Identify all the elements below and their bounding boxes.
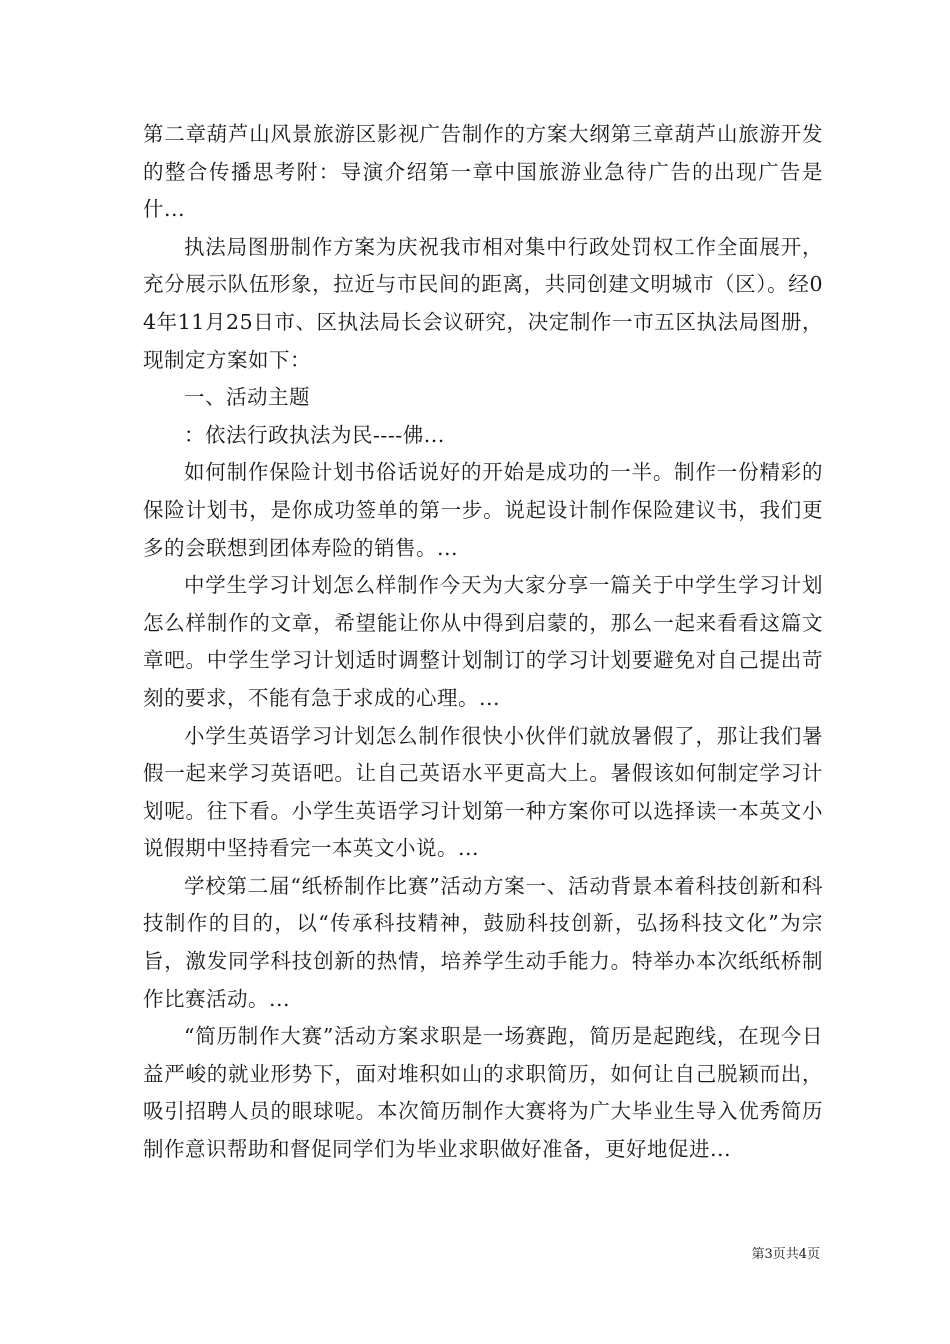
paragraph-law-enforcement-album: 执法局图册制作方案为庆祝我市相对集中行政处罚权工作全面展开，充分展示队伍形象，拉近与市民间的距离，共同创建文明城市（区）。经04年11月25日市、区执法局长会议研究，决定制作一市五区执法局图册，现制定方案如下： xyxy=(143,234,823,372)
page-number-footer: 第3页共4页 xyxy=(751,1247,820,1262)
paragraph-chapter-outline: 第二章葫芦山风景旅游区影视广告制作的方案大纲第三章葫芦山旅游开发的整合传播思考附：导演介绍第一章中国旅游业急待广告的出现广告是什... xyxy=(143,122,823,222)
document-body xyxy=(143,116,823,1169)
paragraph-activity-theme-heading: 一、活动主题 xyxy=(184,385,310,410)
paragraph-resume-contest: “简历制作大赛”活动方案求职是一场赛跑，简历是起跑线，在现今日益严峻的就业形势下，面对堆积如山的求职简历，如何让自己脱颖而出，吸引招聘人员的眼球呢。本次简历制作大赛将为广大毕业生导入优秀简历制作意识帮助和督促同学们为毕业求职做好准备，更好地促进... xyxy=(143,1024,823,1162)
paragraph-middle-school-plan: 中学生学习计划怎么样制作今天为大家分享一篇关于中学生学习计划怎么样制作的文章，希望能让你从中得到启蒙的，那么一起来看看这篇文章吧。中学生学习计划适时调整计划制订的学习计划要避免对自己提出苛刻的要求，不能有急于求成的心理。... xyxy=(143,573,823,710)
paragraph-paper-bridge-contest: 学校第二届“纸桥制作比赛”活动方案一、活动背景本着科技创新和科技制作的目的，以“传承科技精神，鼓励科技创新，弘扬科技文化”为宗旨，激发同学科技创新的热情，培养学生动手能力。特举办本次纸纸桥制作比赛活动。... xyxy=(143,873,823,1011)
paragraph-primary-english-plan: 小学生英语学习计划怎么制作很快小伙伴们就放暑假了，那让我们暑假一起来学习英语吧。让自己英语水平更高大上。暑假该如何制定学习计划呢。往下看。小学生英语学习计划第一种方案你可以选择读一本英文小说假期中坚持看完一本英文小说。... xyxy=(143,723,823,861)
paragraph-insurance-plan: 如何制作保险计划书俗话说好的开始是成功的一半。制作一份精彩的保险计划书，是你成功签单的第一步。说起设计制作保险建议书，我们更多的会联想到团体寿险的销售。... xyxy=(143,460,823,560)
paragraph-activity-theme-text: ：依法行政执法为民----佛... xyxy=(184,422,445,447)
